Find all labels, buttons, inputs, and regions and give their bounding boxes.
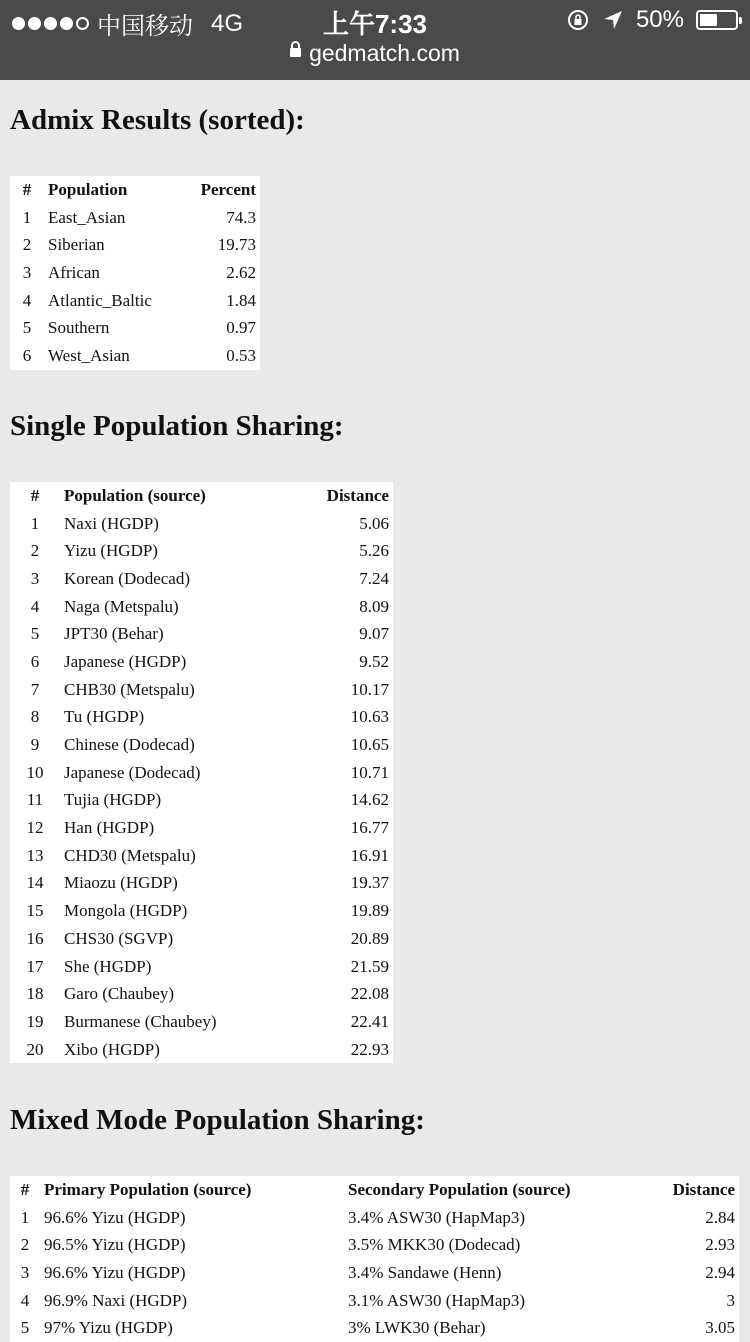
table-cell: 22.41 [350,1011,389,1031]
table-cell: 97% Yizu (HGDP) [44,1318,173,1338]
table-row [10,870,393,898]
status-time: 上午7:33 [322,9,428,39]
table-row [10,342,260,370]
battery-icon [696,10,738,30]
table-cell: Chinese (Dodecad) [64,735,195,755]
table-cell: 10.65 [350,735,389,755]
table-cell: JPT30 (Behar) [64,624,164,644]
table-row [10,704,393,732]
table-header-row [10,1176,739,1204]
table-cell: 21.59 [350,956,389,976]
table-row [10,1204,739,1232]
table-cell: Yizu (HGDP) [64,541,158,561]
table-row [10,731,393,759]
lock-icon [290,48,301,57]
table-cell: Siberian [48,235,105,255]
table-cell: 19.73 [217,235,256,255]
table-cell: 12 [26,818,44,838]
table-cell: 1 [30,513,40,533]
table-cell: She (HGDP) [64,956,152,976]
table-cell: East_Asian [48,207,126,227]
table-cell: 0.97 [226,318,256,338]
table-cell: 3 [20,1262,30,1282]
table-cell: 3 [726,1290,735,1310]
table-cell: 96.5% Yizu (HGDP) [44,1235,186,1255]
table-cell: Mongola (HGDP) [64,901,188,921]
table-cell: Japanese (HGDP) [64,651,187,671]
table-cell: 0.53 [226,345,256,365]
table-cell: 5 [20,1318,30,1338]
location-arrow-icon [602,9,624,31]
table-row [10,1259,739,1287]
table-cell: 14 [26,873,44,893]
table-row [10,231,260,259]
column-header: # [20,1179,30,1199]
table-cell: 3 [22,262,32,282]
table-cell: CHD30 (Metspalu) [64,845,196,865]
table-cell: Atlantic_Baltic [48,290,152,310]
table-cell: 13 [26,845,44,865]
table-cell: 19.37 [350,873,389,893]
column-header: Percent [200,179,256,199]
table-cell: 7 [30,679,40,699]
table-row [10,537,393,565]
table-row [10,259,260,287]
status-bar [0,0,750,80]
table-row [10,593,393,621]
table-cell: 3.1% ASW30 (HapMap3) [348,1290,526,1310]
battery-fill [700,14,717,26]
mixed-table [10,1176,739,1342]
table-cell: 4 [30,596,40,616]
table-row [10,1008,393,1036]
table-cell: CHS30 (SGVP) [64,928,174,948]
column-header: Population [48,179,128,199]
mixed-title: Mixed Mode Population Sharing: [10,1104,425,1136]
table-cell: 19.89 [350,901,389,921]
table-cell: 17 [26,956,44,976]
table-row [10,510,393,538]
table-cell: 5 [22,318,32,338]
table-cell: 18 [26,984,44,1004]
table-row [10,676,393,704]
table-cell: 3 [30,568,40,588]
rotation-lock-icon [566,8,590,32]
table-row [10,314,260,342]
network-type: 4G [211,9,244,37]
table-cell: 2.84 [705,1207,735,1227]
table-cell: Garo (Chaubey) [64,984,174,1004]
column-header: # [30,485,40,505]
table-row [10,759,393,787]
table-header-row [10,482,393,510]
table-cell: 2.93 [705,1235,735,1255]
table-cell: African [48,262,100,282]
url-text: gedmatch.com [309,40,460,66]
table-cell: 2.94 [705,1262,735,1282]
table-cell: 3.05 [705,1318,735,1338]
battery-percent: 50% [635,6,684,33]
url-bar[interactable] [0,40,750,67]
table-cell: 2.62 [226,262,256,282]
table-cell: 6 [22,345,32,365]
table-row [10,814,393,842]
table-row [10,980,393,1008]
column-header: Population (source) [64,485,206,505]
carrier-name: 中国移动 [97,13,193,40]
table-cell: 3.4% ASW30 (HapMap3) [348,1207,526,1227]
table-cell: 5.26 [359,541,389,561]
table-cell: 1.84 [226,290,256,310]
table-cell: 8 [30,707,40,727]
table-row [10,1036,393,1064]
table-cell: Xibo (HGDP) [64,1039,160,1059]
single-table [10,482,393,1063]
table-cell: 5.06 [359,513,389,533]
table-cell: 3.5% MKK30 (Dodecad) [348,1235,521,1255]
table-row [10,565,393,593]
table-row [10,648,393,676]
table-cell: 9.52 [359,651,389,671]
table-row [10,287,260,315]
column-header: Secondary Population (source) [348,1179,571,1199]
column-header: Distance [326,485,389,505]
table-row [10,925,393,953]
table-cell: CHB30 (Metspalu) [64,679,195,699]
table-row [10,204,260,232]
table-cell: 9 [30,735,40,755]
table-cell: Tujia (HGDP) [64,790,162,810]
table-cell: 9.07 [359,624,389,644]
table-row [10,787,393,815]
table-cell: Tu (HGDP) [64,707,145,727]
table-cell: 16.91 [350,845,389,865]
admix-table [10,176,260,370]
table-cell: 2 [20,1235,30,1255]
single-title: Single Population Sharing: [10,410,344,442]
table-cell: 16 [26,928,44,948]
table-cell: 74.3 [226,207,256,227]
table-cell: 16.77 [350,818,389,838]
table-cell: 11 [26,790,44,810]
column-header: Distance [672,1179,735,1199]
table-row [10,1231,739,1259]
table-cell: 14.62 [350,790,389,810]
table-cell: 3% LWK30 (Behar) [348,1318,486,1338]
table-cell: 20 [26,1039,44,1059]
status-right [566,6,738,34]
table-cell: 96.6% Yizu (HGDP) [44,1207,186,1227]
table-row [10,1287,739,1315]
table-cell: 20.89 [350,928,389,948]
table-cell: 1 [20,1207,30,1227]
table-cell: 15 [26,901,44,921]
table-cell: 10.71 [350,762,389,782]
table-cell: Southern [48,318,110,338]
table-row [10,953,393,981]
table-cell: 22.08 [350,984,389,1004]
table-cell: 7.24 [359,568,389,588]
table-cell: West_Asian [48,345,130,365]
table-row [10,620,393,648]
admix-title: Admix Results (sorted): [10,104,305,136]
column-header: Primary Population (source) [44,1179,252,1199]
table-cell: Japanese (Dodecad) [64,762,201,782]
table-cell: 5 [30,624,40,644]
table-cell: 22.93 [350,1039,389,1059]
table-cell: 10.17 [350,679,389,699]
table-cell: 6 [30,651,40,671]
table-cell: 4 [22,290,32,310]
table-cell: Han (HGDP) [64,818,155,838]
table-header-row [10,176,260,204]
table-cell: 10.63 [350,707,389,727]
table-row [10,897,393,925]
table-cell: Naga (Metspalu) [64,596,179,616]
table-cell: 10 [26,762,44,782]
table-cell: Korean (Dodecad) [64,568,191,588]
table-cell: Miaozu (HGDP) [64,873,178,893]
table-cell: 4 [20,1290,30,1310]
table-cell: 96.9% Naxi (HGDP) [44,1290,188,1310]
table-cell: 8.09 [359,596,389,616]
table-cell: Naxi (HGDP) [64,513,159,533]
table-row [10,1314,739,1342]
table-cell: 19 [26,1011,44,1031]
column-header: # [22,179,32,199]
table-cell: 3.4% Sandawe (Henn) [348,1262,502,1282]
table-cell: 2 [30,541,40,561]
table-cell: 96.6% Yizu (HGDP) [44,1262,186,1282]
table-cell: Burmanese (Chaubey) [64,1011,217,1031]
table-row [10,842,393,870]
table-cell: 2 [22,235,32,255]
table-cell: 1 [22,207,32,227]
